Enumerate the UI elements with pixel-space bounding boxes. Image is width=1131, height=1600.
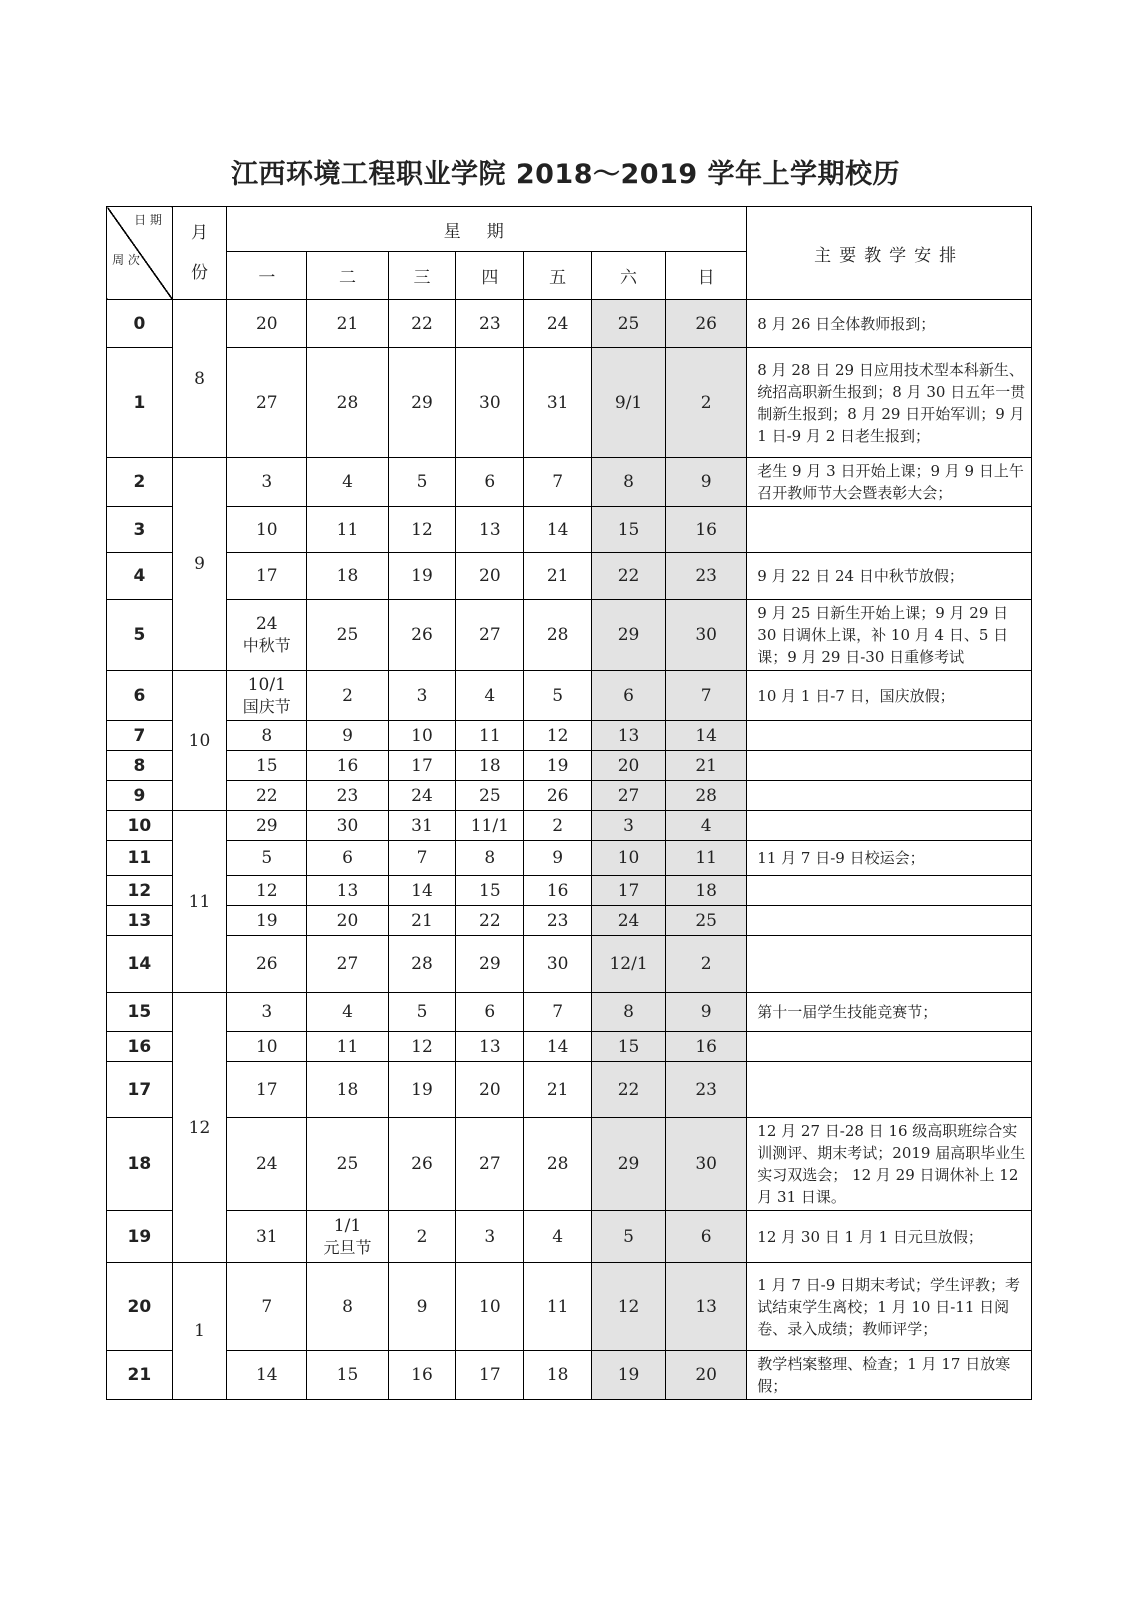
day-cell: 15 bbox=[456, 876, 524, 906]
day-cell: 3 bbox=[388, 671, 456, 721]
day-cell: 17 bbox=[227, 553, 307, 600]
day-cell: 23 bbox=[666, 553, 747, 600]
day-cell: 17 bbox=[592, 876, 666, 906]
week-row bbox=[107, 1263, 1032, 1351]
day-cell: 28 bbox=[388, 936, 456, 993]
day-cell: 30 bbox=[666, 600, 747, 671]
month-cell: 9 bbox=[172, 458, 226, 671]
day-cell: 8 bbox=[227, 721, 307, 751]
day-cell: 2 bbox=[666, 936, 747, 993]
teaching-arrangement-note bbox=[747, 751, 1032, 781]
day-cell: 13 bbox=[456, 507, 524, 553]
day-cell: 30 bbox=[307, 811, 388, 841]
day-cell: 25 bbox=[307, 1118, 388, 1211]
weekday-header-2: 三 bbox=[388, 252, 456, 300]
week-number: 17 bbox=[107, 1062, 173, 1118]
day-cell: 10 bbox=[388, 721, 456, 751]
school-calendar-table bbox=[106, 206, 1032, 1400]
week-number: 5 bbox=[107, 600, 173, 671]
month-cell: 8 bbox=[172, 300, 226, 458]
week-number: 18 bbox=[107, 1118, 173, 1211]
week-row bbox=[107, 811, 1032, 841]
day-cell: 25 bbox=[456, 781, 524, 811]
day-cell: 14 bbox=[666, 721, 747, 751]
day-cell: 19 bbox=[592, 1351, 666, 1400]
day-cell: 5 bbox=[388, 993, 456, 1032]
week-row bbox=[107, 507, 1032, 553]
day-cell: 17 bbox=[227, 1062, 307, 1118]
day-cell: 21 bbox=[307, 300, 388, 348]
day-cell: 29 bbox=[592, 1118, 666, 1211]
day-cell: 7 bbox=[524, 458, 592, 507]
holiday-label: 中秋节 bbox=[242, 636, 291, 655]
day-cell: 8 bbox=[592, 458, 666, 507]
page-title: 江西环境工程职业学院 2018～2019 学年上学期校历 bbox=[230, 159, 901, 190]
day-cell: 13 bbox=[456, 1032, 524, 1062]
weekday-header-1: 二 bbox=[307, 252, 388, 300]
day-cell: 11 bbox=[524, 1263, 592, 1351]
day-cell: 21 bbox=[524, 1062, 592, 1118]
day-cell: 12 bbox=[388, 507, 456, 553]
teaching-arrangement-note: 8 月 28 日 29 日应用技术型本科新生、统招高职新生报到；8 月 30 日五年一贯制新生报到；8 月 29 日开始军训；9 月 1 日-9 月 2 日老生报到； bbox=[747, 348, 1032, 458]
teaching-arrangement-note bbox=[747, 721, 1032, 751]
week-number: 12 bbox=[107, 876, 173, 906]
day-cell: 21 bbox=[388, 906, 456, 936]
day-cell: 25 bbox=[307, 600, 388, 671]
day-cell: 4 bbox=[456, 671, 524, 721]
day-cell: 13 bbox=[592, 721, 666, 751]
day-cell: 22 bbox=[388, 300, 456, 348]
arrangement-header: 主要教学安排 bbox=[747, 207, 1032, 300]
month-header bbox=[172, 207, 226, 300]
day-cell: 19 bbox=[524, 751, 592, 781]
day-cell: 3 bbox=[592, 811, 666, 841]
teaching-arrangement-note bbox=[747, 906, 1032, 936]
diag-week-label: 周 次 bbox=[112, 253, 140, 267]
day-cell: 19 bbox=[388, 553, 456, 600]
day-cell: 6 bbox=[307, 841, 388, 876]
day-cell: 4 bbox=[307, 993, 388, 1032]
week-row bbox=[107, 671, 1032, 721]
month-cell: 1 bbox=[172, 1263, 226, 1400]
day-cell: 23 bbox=[666, 1062, 747, 1118]
week-row bbox=[107, 751, 1032, 781]
day-cell: 31 bbox=[388, 811, 456, 841]
teaching-arrangement-note: 教学档案整理、检查；1 月 17 日放寒假； bbox=[747, 1351, 1032, 1400]
day-cell: 14 bbox=[227, 1351, 307, 1400]
day-cell: 26 bbox=[666, 300, 747, 348]
day-cell: 6 bbox=[666, 1211, 747, 1263]
day-number: 1/1 bbox=[333, 1215, 362, 1236]
day-cell: 2 bbox=[524, 811, 592, 841]
day-cell: 11 bbox=[307, 507, 388, 553]
teaching-arrangement-note bbox=[747, 1062, 1032, 1118]
day-cell bbox=[227, 671, 307, 721]
week-row bbox=[107, 1211, 1032, 1263]
week-number: 11 bbox=[107, 841, 173, 876]
week-row bbox=[107, 553, 1032, 600]
day-cell: 6 bbox=[592, 671, 666, 721]
week-row bbox=[107, 993, 1032, 1032]
week-row bbox=[107, 906, 1032, 936]
day-cell: 26 bbox=[388, 600, 456, 671]
day-cell: 20 bbox=[456, 1062, 524, 1118]
day-cell bbox=[307, 1211, 388, 1263]
month-cell: 12 bbox=[172, 993, 226, 1263]
day-cell: 18 bbox=[456, 751, 524, 781]
day-cell: 12 bbox=[592, 1263, 666, 1351]
weekday-group-header: 星期 bbox=[227, 207, 747, 252]
teaching-arrangement-note bbox=[747, 507, 1032, 553]
teaching-arrangement-note: 第十一届学生技能竞赛节； bbox=[747, 993, 1032, 1032]
day-cell: 2 bbox=[307, 671, 388, 721]
day-cell: 3 bbox=[227, 458, 307, 507]
week-number: 16 bbox=[107, 1032, 173, 1062]
day-cell: 22 bbox=[456, 906, 524, 936]
day-cell: 9 bbox=[666, 993, 747, 1032]
day-cell: 11/1 bbox=[456, 811, 524, 841]
day-cell: 27 bbox=[456, 1118, 524, 1211]
week-number: 14 bbox=[107, 936, 173, 993]
day-cell: 28 bbox=[307, 348, 388, 458]
teaching-arrangement-note bbox=[747, 781, 1032, 811]
day-cell: 31 bbox=[524, 348, 592, 458]
day-cell: 24 bbox=[524, 300, 592, 348]
week-row bbox=[107, 1062, 1032, 1118]
day-cell: 7 bbox=[666, 671, 747, 721]
week-row bbox=[107, 300, 1032, 348]
day-number: 24 bbox=[255, 614, 278, 634]
day-cell: 29 bbox=[388, 348, 456, 458]
month-cell: 10 bbox=[172, 671, 226, 811]
day-cell: 21 bbox=[666, 751, 747, 781]
weekday-header-0: 一 bbox=[227, 252, 307, 300]
day-cell: 9 bbox=[524, 841, 592, 876]
day-cell: 10 bbox=[227, 1032, 307, 1062]
day-cell: 14 bbox=[524, 1032, 592, 1062]
day-cell: 23 bbox=[456, 300, 524, 348]
day-cell: 22 bbox=[592, 1062, 666, 1118]
week-number: 19 bbox=[107, 1211, 173, 1263]
day-cell: 29 bbox=[227, 811, 307, 841]
day-cell: 11 bbox=[666, 841, 747, 876]
day-cell: 15 bbox=[592, 507, 666, 553]
day-cell: 12 bbox=[388, 1032, 456, 1062]
week-row bbox=[107, 458, 1032, 507]
day-cell: 17 bbox=[388, 751, 456, 781]
day-cell: 29 bbox=[456, 936, 524, 993]
day-cell: 6 bbox=[456, 993, 524, 1032]
week-date-diagonal-header bbox=[107, 207, 173, 300]
day-cell: 12 bbox=[227, 876, 307, 906]
day-cell: 8 bbox=[592, 993, 666, 1032]
teaching-arrangement-note: 12 月 27 日-28 日 16 级高职班综合实训测评、期末考试；2019 届高职毕业生实习双选会； 12 月 29 日调休补上 12 月 31 日课。 bbox=[747, 1118, 1032, 1211]
day-cell: 18 bbox=[307, 1062, 388, 1118]
day-cell bbox=[227, 600, 307, 671]
day-cell: 23 bbox=[524, 906, 592, 936]
day-cell: 28 bbox=[524, 600, 592, 671]
teaching-arrangement-note: 9 月 22 日 24 日中秋节放假； bbox=[747, 553, 1032, 600]
day-cell: 24 bbox=[227, 1118, 307, 1211]
day-cell: 17 bbox=[456, 1351, 524, 1400]
week-number: 1 bbox=[107, 348, 173, 458]
day-cell: 13 bbox=[307, 876, 388, 906]
week-number: 13 bbox=[107, 906, 173, 936]
day-cell: 21 bbox=[524, 553, 592, 600]
day-cell: 16 bbox=[524, 876, 592, 906]
day-cell: 12 bbox=[524, 721, 592, 751]
day-cell: 18 bbox=[307, 553, 388, 600]
day-cell: 30 bbox=[456, 348, 524, 458]
teaching-arrangement-note bbox=[747, 811, 1032, 841]
week-number: 6 bbox=[107, 671, 173, 721]
day-cell: 4 bbox=[307, 458, 388, 507]
day-cell: 22 bbox=[592, 553, 666, 600]
day-cell: 18 bbox=[524, 1351, 592, 1400]
day-cell: 27 bbox=[456, 600, 524, 671]
teaching-arrangement-note bbox=[747, 1032, 1032, 1062]
day-cell: 27 bbox=[592, 781, 666, 811]
teaching-arrangement-note: 10 月 1 日-7 日，国庆放假； bbox=[747, 671, 1032, 721]
teaching-arrangement-note bbox=[747, 876, 1032, 906]
day-cell: 15 bbox=[227, 751, 307, 781]
day-cell: 25 bbox=[666, 906, 747, 936]
day-cell: 11 bbox=[307, 1032, 388, 1062]
week-number: 7 bbox=[107, 721, 173, 751]
day-cell: 7 bbox=[227, 1263, 307, 1351]
day-cell: 16 bbox=[388, 1351, 456, 1400]
month-header-bottom: 份 bbox=[191, 263, 208, 283]
week-row bbox=[107, 781, 1032, 811]
day-cell: 30 bbox=[524, 936, 592, 993]
week-row bbox=[107, 1032, 1032, 1062]
day-cell: 8 bbox=[456, 841, 524, 876]
week-number: 21 bbox=[107, 1351, 173, 1400]
day-cell: 9 bbox=[388, 1263, 456, 1351]
day-cell: 24 bbox=[388, 781, 456, 811]
day-cell: 26 bbox=[388, 1118, 456, 1211]
day-cell: 5 bbox=[227, 841, 307, 876]
day-cell: 15 bbox=[592, 1032, 666, 1062]
teaching-arrangement-note: 老生 9 月 3 日开始上课；9 月 9 日上午召开教师节大会暨表彰大会； bbox=[747, 458, 1032, 507]
diag-date-label: 日 期 bbox=[134, 213, 162, 227]
day-cell: 9 bbox=[666, 458, 747, 507]
day-cell: 8 bbox=[307, 1263, 388, 1351]
teaching-arrangement-note: 11 月 7 日-9 日校运会； bbox=[747, 841, 1032, 876]
day-cell: 26 bbox=[227, 936, 307, 993]
teaching-arrangement-note: 1 月 7 日-9 日期末考试；学生评教；考试结束学生离校；1 月 10 日-11 日阅卷、录入成绩；教师评学； bbox=[747, 1263, 1032, 1351]
day-cell: 3 bbox=[456, 1211, 524, 1263]
holiday-label: 元旦节 bbox=[323, 1237, 372, 1257]
day-cell: 20 bbox=[666, 1351, 747, 1400]
day-cell: 19 bbox=[227, 906, 307, 936]
teaching-arrangement-note: 8 月 26 日全体教师报到； bbox=[747, 300, 1032, 348]
day-cell: 26 bbox=[524, 781, 592, 811]
day-cell: 10 bbox=[456, 1263, 524, 1351]
day-cell: 11 bbox=[456, 721, 524, 751]
day-cell: 28 bbox=[524, 1118, 592, 1211]
day-cell: 27 bbox=[307, 936, 388, 993]
weekday-header-4: 五 bbox=[524, 252, 592, 300]
day-cell: 23 bbox=[307, 781, 388, 811]
day-cell: 24 bbox=[592, 906, 666, 936]
day-cell: 16 bbox=[666, 1032, 747, 1062]
week-row bbox=[107, 348, 1032, 458]
day-cell: 15 bbox=[307, 1351, 388, 1400]
day-cell: 4 bbox=[666, 811, 747, 841]
day-cell: 31 bbox=[227, 1211, 307, 1263]
week-row bbox=[107, 876, 1032, 906]
day-cell: 14 bbox=[388, 876, 456, 906]
teaching-arrangement-note bbox=[747, 936, 1032, 993]
day-cell: 12/1 bbox=[592, 936, 666, 993]
week-number: 2 bbox=[107, 458, 173, 507]
day-cell: 16 bbox=[307, 751, 388, 781]
weekday-header-6: 日 bbox=[666, 252, 747, 300]
weekday-header-3: 四 bbox=[456, 252, 524, 300]
week-number: 15 bbox=[107, 993, 173, 1032]
day-cell: 18 bbox=[666, 876, 747, 906]
day-cell: 2 bbox=[388, 1211, 456, 1263]
week-row bbox=[107, 600, 1032, 671]
week-number: 9 bbox=[107, 781, 173, 811]
month-cell: 11 bbox=[172, 811, 226, 993]
teaching-arrangement-note: 9 月 25 日新生开始上课；9 月 29 日 30 日调休上课，补 10 月 4 日、5 日课；9 月 29 日-30 日重修考试 bbox=[747, 600, 1032, 671]
day-cell: 7 bbox=[388, 841, 456, 876]
day-number: 10/1 bbox=[247, 674, 286, 695]
week-number: 10 bbox=[107, 811, 173, 841]
day-cell: 2 bbox=[666, 348, 747, 458]
day-cell: 5 bbox=[524, 671, 592, 721]
week-row bbox=[107, 721, 1032, 751]
day-cell: 16 bbox=[666, 507, 747, 553]
day-cell: 20 bbox=[592, 751, 666, 781]
week-row bbox=[107, 936, 1032, 993]
day-cell: 6 bbox=[456, 458, 524, 507]
week-number: 0 bbox=[107, 300, 173, 348]
week-number: 8 bbox=[107, 751, 173, 781]
day-cell: 4 bbox=[524, 1211, 592, 1263]
day-cell: 20 bbox=[307, 906, 388, 936]
day-cell: 22 bbox=[227, 781, 307, 811]
day-cell: 25 bbox=[592, 300, 666, 348]
week-number: 20 bbox=[107, 1263, 173, 1351]
day-cell: 29 bbox=[592, 600, 666, 671]
day-cell: 20 bbox=[456, 553, 524, 600]
week-number: 4 bbox=[107, 553, 173, 600]
day-cell: 28 bbox=[666, 781, 747, 811]
day-cell: 13 bbox=[666, 1263, 747, 1351]
day-cell: 7 bbox=[524, 993, 592, 1032]
day-cell: 9/1 bbox=[592, 348, 666, 458]
day-cell: 10 bbox=[227, 507, 307, 553]
teaching-arrangement-note: 12 月 30 日 1 月 1 日元旦放假； bbox=[747, 1211, 1032, 1263]
day-cell: 20 bbox=[227, 300, 307, 348]
day-cell: 19 bbox=[388, 1062, 456, 1118]
day-cell: 9 bbox=[307, 721, 388, 751]
day-cell: 5 bbox=[592, 1211, 666, 1263]
day-cell: 5 bbox=[388, 458, 456, 507]
week-row bbox=[107, 1351, 1032, 1400]
week-number: 3 bbox=[107, 507, 173, 553]
day-cell: 10 bbox=[592, 841, 666, 876]
day-cell: 30 bbox=[666, 1118, 747, 1211]
day-cell: 27 bbox=[227, 348, 307, 458]
weekday-header-5: 六 bbox=[592, 252, 666, 300]
holiday-label: 国庆节 bbox=[242, 696, 291, 716]
day-cell: 3 bbox=[227, 993, 307, 1032]
week-row bbox=[107, 1118, 1032, 1211]
day-cell: 14 bbox=[524, 507, 592, 553]
week-row bbox=[107, 841, 1032, 876]
month-header-top: 月 bbox=[191, 223, 208, 243]
